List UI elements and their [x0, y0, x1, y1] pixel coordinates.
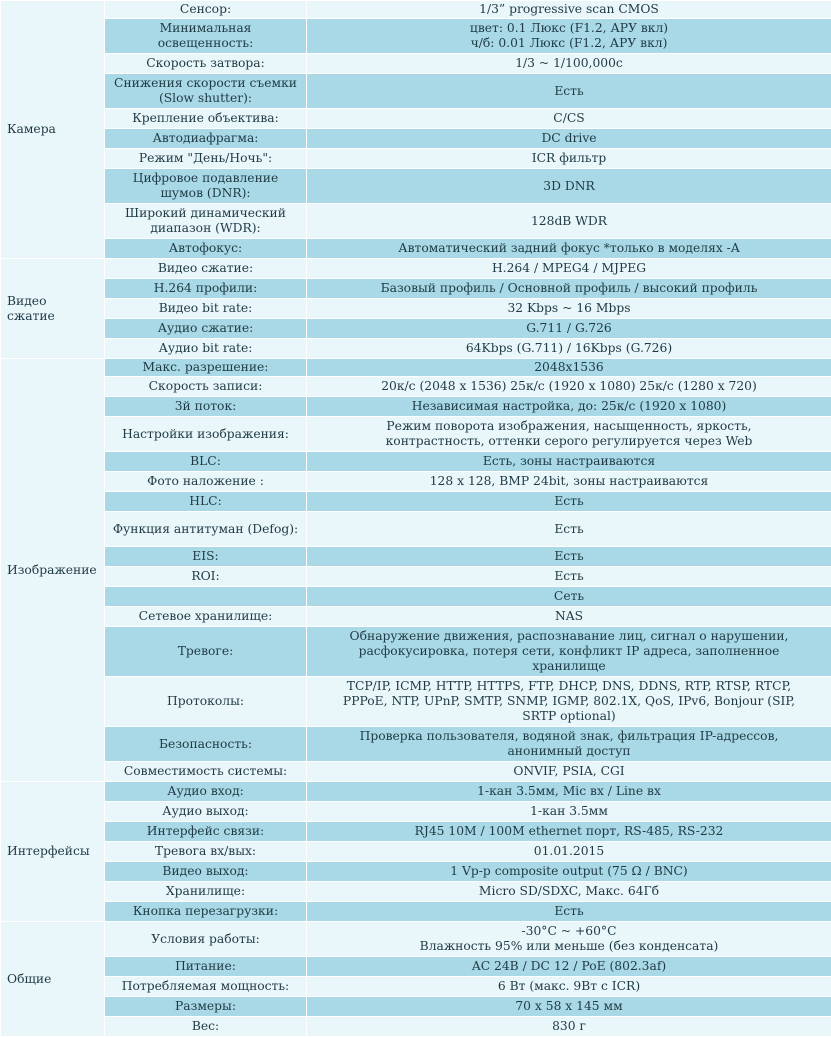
row-label: Крепление объектива: [105, 109, 307, 129]
row-value: 70 x 58 x 145 мм [307, 997, 831, 1017]
spec-table-body [1, 1, 831, 1037]
row-label: ROI: [105, 567, 307, 587]
row-label: Условия работы: [105, 922, 307, 957]
row-value: Есть, зоны настраиваются [307, 452, 831, 472]
row-value: DC drive [307, 129, 831, 149]
row-label: Протоколы: [105, 677, 307, 727]
table-row [1, 149, 831, 169]
row-label: Потребляемая мощность: [105, 977, 307, 997]
row-label: Кнопка перезагрузки: [105, 902, 307, 922]
table-row [1, 452, 831, 472]
row-label: HLC: [105, 492, 307, 512]
table-row [1, 547, 831, 567]
row-label: Аудио выход: [105, 802, 307, 822]
row-label: EIS: [105, 547, 307, 567]
row-label: Вес: [105, 1017, 307, 1037]
row-value: 830 г [307, 1017, 831, 1037]
table-row [1, 319, 831, 339]
row-value: Есть [307, 547, 831, 567]
row-label: H.264 профили: [105, 279, 307, 299]
table-row [1, 762, 831, 782]
table-row [1, 204, 831, 239]
table-row [1, 512, 831, 547]
row-value: ONVIF, PSIA, CGI [307, 762, 831, 782]
table-row [1, 607, 831, 627]
table-row [1, 339, 831, 359]
row-value: 2048x1536 [307, 359, 831, 377]
table-row [1, 259, 831, 279]
row-label: Аудио вход: [105, 782, 307, 802]
group-label: Общие [1, 922, 105, 1037]
table-row [1, 782, 831, 802]
group-label: Камера [1, 1, 105, 259]
row-value: Режим поворота изображения, насыщенность, яркость, контрастность, оттенки серого регулируется через Web [307, 417, 831, 452]
row-value: ICR фильтр [307, 149, 831, 169]
table-row [1, 1, 831, 19]
row-value: Базовый профиль / Основной профиль / высокий профиль [307, 279, 831, 299]
section-heading: Сеть [307, 587, 831, 607]
table-row [1, 862, 831, 882]
row-value: AC 24В / DC 12 / PoE (802.3af) [307, 957, 831, 977]
row-label: Тревога вх/вых: [105, 842, 307, 862]
table-row [1, 842, 831, 862]
row-label: Автодиафрагма: [105, 129, 307, 149]
row-label: Функция антитуман (Defog): [105, 512, 307, 547]
row-label: Аудио сжатие: [105, 319, 307, 339]
row-value: TCP/IP, ICMP, HTTP, HTTPS, FTP, DHCP, DNS, DDNS, RTP, RTSP, RTCP, PPPoE, NTP, UPnP, SMTP, SNMP, IGMP, 802.1X, QoS, IPv6, Bonjour (SIP, SRTP optional) [307, 677, 831, 727]
row-label: Скорость затвора: [105, 54, 307, 74]
row-label: Видео bit rate: [105, 299, 307, 319]
row-label: Сенсор: [105, 1, 307, 19]
row-value: 3D DNR [307, 169, 831, 204]
table-row [1, 74, 831, 109]
row-label: Видео сжатие: [105, 259, 307, 279]
row-label: Снижения скорости съемки (Slow shutter): [105, 74, 307, 109]
row-value: 6 Вт (макс. 9Вт с ICR) [307, 977, 831, 997]
row-value: цвет: 0.1 Люкс (F1.2, АРУ вкл) ч/б: 0.01 Люкс (F1.2, АРУ вкл) [307, 19, 831, 54]
row-label: Автофокус: [105, 239, 307, 259]
row-value: G.711 / G.726 [307, 319, 831, 339]
table-row [1, 19, 831, 54]
table-row [1, 492, 831, 512]
row-label: Сетевое хранилище: [105, 607, 307, 627]
row-label: Минимальная освещенность: [105, 19, 307, 54]
row-label: Фото наложение : [105, 472, 307, 492]
table-row [1, 472, 831, 492]
row-value: H.264 / MPEG4 / MJPEG [307, 259, 831, 279]
table-row [1, 567, 831, 587]
table-row [1, 129, 831, 149]
row-value: 1/3 ~ 1/100,000с [307, 54, 831, 74]
row-value: Есть [307, 902, 831, 922]
row-value: Независимая настройка, до: 25к/с (1920 x 1080) [307, 397, 831, 417]
table-row [1, 997, 831, 1017]
row-value: 1-кан 3.5мм [307, 802, 831, 822]
row-value: Есть [307, 74, 831, 109]
table-row [1, 1017, 831, 1037]
row-label: Широкий динамический диапазон (WDR): [105, 204, 307, 239]
row-label: Размеры: [105, 997, 307, 1017]
group-label: Изображение [1, 359, 105, 782]
row-value: RJ45 10M / 100M ethernet порт, RS-485, RS-232 [307, 822, 831, 842]
table-row [1, 627, 831, 677]
row-value: Обнаружение движения, распознавание лиц, сигнал о нарушении, расфокусировка, потеря сети, конфликт IP адреса, заполненное хранилище [307, 627, 831, 677]
row-value: Micro SD/SDXC, Макс. 64Гб [307, 882, 831, 902]
row-label: Цифровое подавление шумов (DNR): [105, 169, 307, 204]
table-row [1, 802, 831, 822]
table-row [1, 169, 831, 204]
row-value: Проверка пользователя, водяной знак, фильтрация IP-адрессов, анонимный доступ [307, 727, 831, 762]
row-value: Автоматический задний фокус *только в моделях -A [307, 239, 831, 259]
table-row [1, 727, 831, 762]
row-value: Есть [307, 492, 831, 512]
row-label: Питание: [105, 957, 307, 977]
table-row [1, 977, 831, 997]
row-label: Видео выход: [105, 862, 307, 882]
row-label: Хранилище: [105, 882, 307, 902]
table-row [1, 957, 831, 977]
row-label: Тревоге: [105, 627, 307, 677]
row-value: 1 Vp-p composite output (75 Ω / BNC) [307, 862, 831, 882]
row-label: Безопасность: [105, 727, 307, 762]
row-value: NAS [307, 607, 831, 627]
row-value: C/CS [307, 109, 831, 129]
row-label: Режим "День/Ночь": [105, 149, 307, 169]
table-row [1, 822, 831, 842]
table-row [1, 377, 831, 397]
row-value: 64Kbps (G.711) / 16Kbps (G.726) [307, 339, 831, 359]
group-label: Видео сжатие [1, 259, 105, 359]
table-row [1, 922, 831, 957]
row-label: Макс. разрешение: [105, 359, 307, 377]
group-label: Интерфейсы [1, 782, 105, 922]
row-label: 3й поток: [105, 397, 307, 417]
row-label: Аудио bit rate: [105, 339, 307, 359]
row-value: 128dB WDR [307, 204, 831, 239]
row-value: Есть [307, 512, 831, 547]
row-value: 32 Kbps ~ 16 Mbps [307, 299, 831, 319]
row-label: Настройки изображения: [105, 417, 307, 452]
table-row [1, 239, 831, 259]
table-row [1, 397, 831, 417]
table-row [1, 54, 831, 74]
table-row [1, 417, 831, 452]
table-row [1, 109, 831, 129]
row-value: 01.01.2015 [307, 842, 831, 862]
table-row [1, 902, 831, 922]
row-value: Есть [307, 567, 831, 587]
table-row [1, 677, 831, 727]
row-label: Скорость записи: [105, 377, 307, 397]
row-value: 128 x 128, BMP 24bit, зоны настраиваются [307, 472, 831, 492]
table-row [1, 882, 831, 902]
row-label: Интерфейс связи: [105, 822, 307, 842]
row-value: -30°C ~ +60°C Влажность 95% или меньше (без конденсата) [307, 922, 831, 957]
table-row [1, 587, 831, 607]
table-row [1, 279, 831, 299]
row-value: 1-кан 3.5мм, Mic вх / Line вх [307, 782, 831, 802]
row-label: Совместимость системы: [105, 762, 307, 782]
row-value: 1/3” progressive scan CMOS [307, 1, 831, 19]
row-value: 20к/с (2048 x 1536) 25к/с (1920 x 1080) 25к/с (1280 x 720) [307, 377, 831, 397]
row-label: BLC: [105, 452, 307, 472]
row-label [105, 587, 307, 607]
table-row [1, 299, 831, 319]
table-row [1, 359, 831, 377]
